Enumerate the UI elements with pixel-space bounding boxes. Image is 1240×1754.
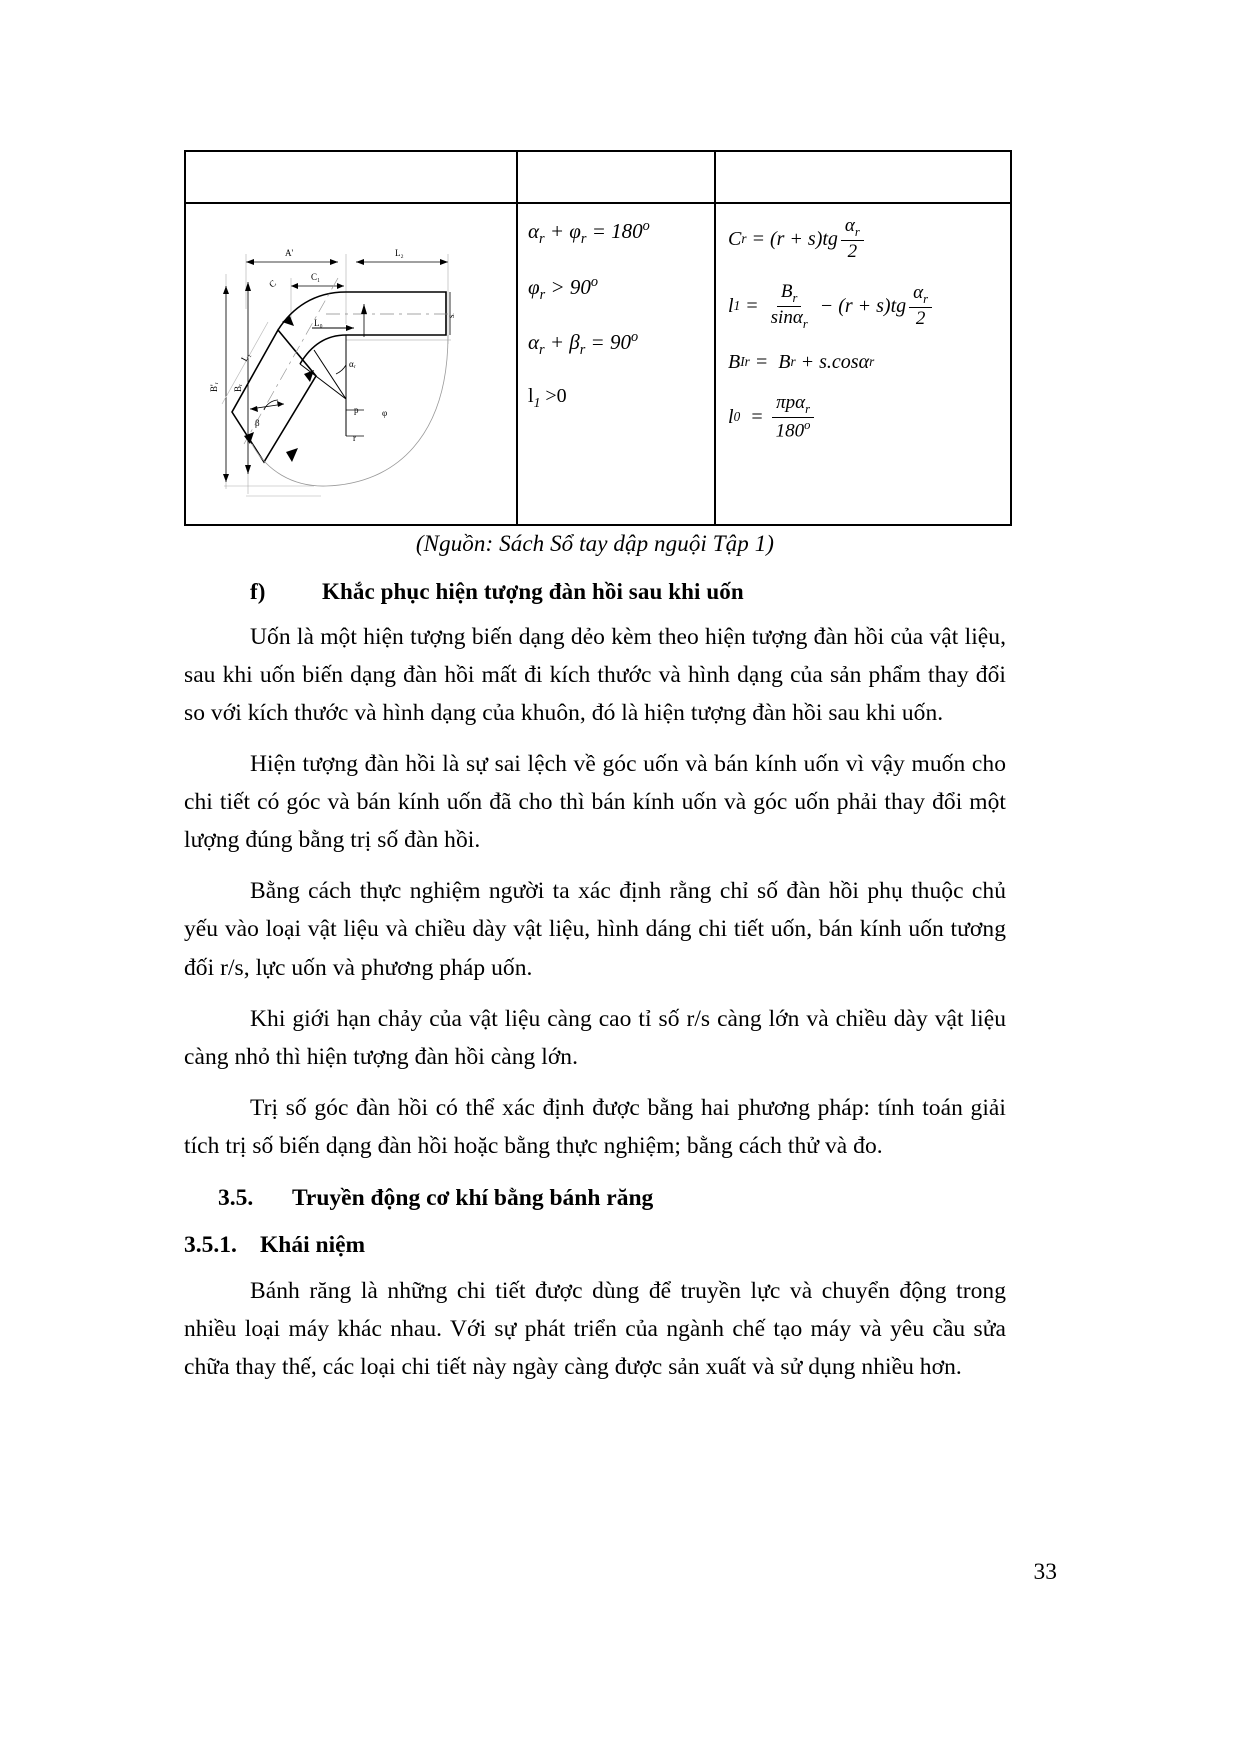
fraction-alpha-over-2: $\frac{\alpha_r}{2}$: [841, 216, 864, 262]
fraction-pi-p-alpha-over-180: $\frac{\pi p\alpha_r}{180^o}$: [772, 393, 815, 441]
fraction-alpha-over-2-second: $\frac{\alpha_r}{2}$: [909, 283, 932, 329]
figure-label-l2: L₂: [395, 248, 404, 258]
table-header-row: [185, 151, 1011, 203]
figure-label-alpha: αᵣ: [349, 359, 356, 369]
paragraph-6: Bánh răng là những chi tiết được dùng để truyền lực và chuyển động trong nhiều loại máy khác nhau. Với sự phát triển của ngành chế tạo máy và yêu cầu sửa chữa thay thế, các loại chi tiết này ngày càng được sản xuất và sử dụng nhiều hơn.: [184, 1277, 1006, 1380]
condition-phi-gt-90: $\varphi_r > 90^o$: [528, 273, 598, 303]
table-figure-cell: [185, 203, 517, 525]
paragraph-1: Uốn là một hiện tượng biến dạng dẻo kèm theo hiện tượng đàn hồi của vật liệu, sau khi uốn biến dạng đàn hồi mất đi kích thước và hình dạng của sản phẩm thay đổi so với kích thước và hình dạng của khuôn, đó là hiện tượng đàn hồi sau khi uốn.: [184, 624, 1006, 727]
paragraph-4: Khi giới hạn chảy của vật liệu càng cao tỉ số r/s càng lớn và chiều dày vật liệu càng nhỏ thì hiện tượng đàn hồi càng lớn.: [184, 1005, 1006, 1070]
figure-label-l0: L₀: [314, 318, 323, 328]
formula-l1: l 1 = $\frac{B_r}{\sin\alpha_r}$ − (r + s)tg $\frac{\alpha_r}{2}$: [728, 282, 1004, 331]
diagram-svg: [186, 204, 516, 522]
bending-spec-table: [184, 150, 1012, 526]
formula-cr: C r = (r + s)tg $\frac{\alpha_r}{2}$: [728, 216, 1004, 262]
table-source-caption: (Nguồn: Sách Sổ tay dập nguội Tập 1): [415, 531, 775, 556]
paragraph-5: Trị số góc đàn hồi có thể xác định được bằng hai phương pháp: tính toán giải tích trị số biến dạng đàn hồi hoặc bằng thực nghiệm; bằng cách thử và đo.: [184, 1094, 1006, 1159]
figure-label-a-prime: A': [285, 248, 294, 258]
formulas-list: [716, 204, 1010, 447]
figure-label-phi: φ: [382, 408, 388, 418]
table-header-conditions-cell: [517, 151, 715, 203]
heading-section-3-5: [184, 1185, 1006, 1212]
heading-f: [184, 579, 1006, 605]
heading-f-title: Khắc phục hiện tượng đàn hồi sau khi uốn: [322, 579, 744, 604]
figure-label-s: s: [446, 314, 456, 318]
figure-label-c: C: [267, 277, 278, 290]
table-formulas-cell: [715, 203, 1011, 525]
bending-parameters-diagram: [186, 204, 516, 522]
figure-label-c1: C₁: [311, 272, 321, 282]
table-body-row: [185, 203, 1011, 525]
paragraph-3: Bằng cách thực nghiệm người ta xác định rằng chỉ số đàn hồi phụ thuộc chủ yếu vào loại vật liệu và chiều dày vật liệu, hình dáng chi tiết uốn, bán kính uốn tương đối r/s, lực uốn và phương pháp uốn.: [184, 878, 1006, 981]
heading-f-marker: f): [250, 579, 266, 604]
conditions-list: [518, 204, 714, 416]
figure-label-beta: β: [255, 418, 260, 428]
table-header-figure-cell: [185, 151, 517, 203]
formula-br-prime: B I r = B r + s.cosα r: [728, 350, 875, 373]
paragraph-2: Hiện tượng đàn hồi là sự sai lệch về góc uốn và bán kính uốn vì vậy muốn cho chi tiết có góc và bán kính uốn đã cho thì bán kính uốn và góc uốn phải thay đổi một lượng đúng bằng trị số đàn hồi.: [184, 751, 1006, 854]
figure-label-r: r: [353, 433, 356, 443]
figure-label-b-prime: B'ᵣ: [209, 382, 219, 392]
page-number: 33: [1033, 1559, 1057, 1585]
formula-l0: l 0 = $\frac{\pi p\alpha_r}{180^o}$: [728, 393, 1004, 441]
figure-label-p: p: [354, 405, 359, 415]
heading-3-5-title: Truyền động cơ khí bằng bánh răng: [292, 1184, 654, 1211]
fraction-br-over-sin-alpha: $\frac{B_r}{\sin\alpha_r}$: [770, 280, 808, 331]
condition-l1-positive: $l_1 >0$: [528, 384, 567, 410]
figure-label-l1: L₁: [238, 350, 252, 363]
condition-alpha-phi: $\alpha_r + \varphi_r = 180^o$: [528, 218, 650, 248]
figure-label-br: Bᵣ: [233, 383, 243, 392]
page-content: [184, 150, 1006, 1386]
heading-3-5-1-title: Khái niệm: [260, 1231, 366, 1258]
heading-section-3-5-1: [184, 1232, 1006, 1259]
heading-3-5-1-marker: 3.5.1.: [184, 1231, 237, 1258]
table-header-formulas-cell: [715, 151, 1011, 203]
condition-alpha-beta: $\alpha_r + \beta_r = 90^o$: [528, 329, 639, 359]
table-conditions-cell: [517, 203, 715, 525]
heading-3-5-marker: 3.5.: [218, 1184, 254, 1211]
